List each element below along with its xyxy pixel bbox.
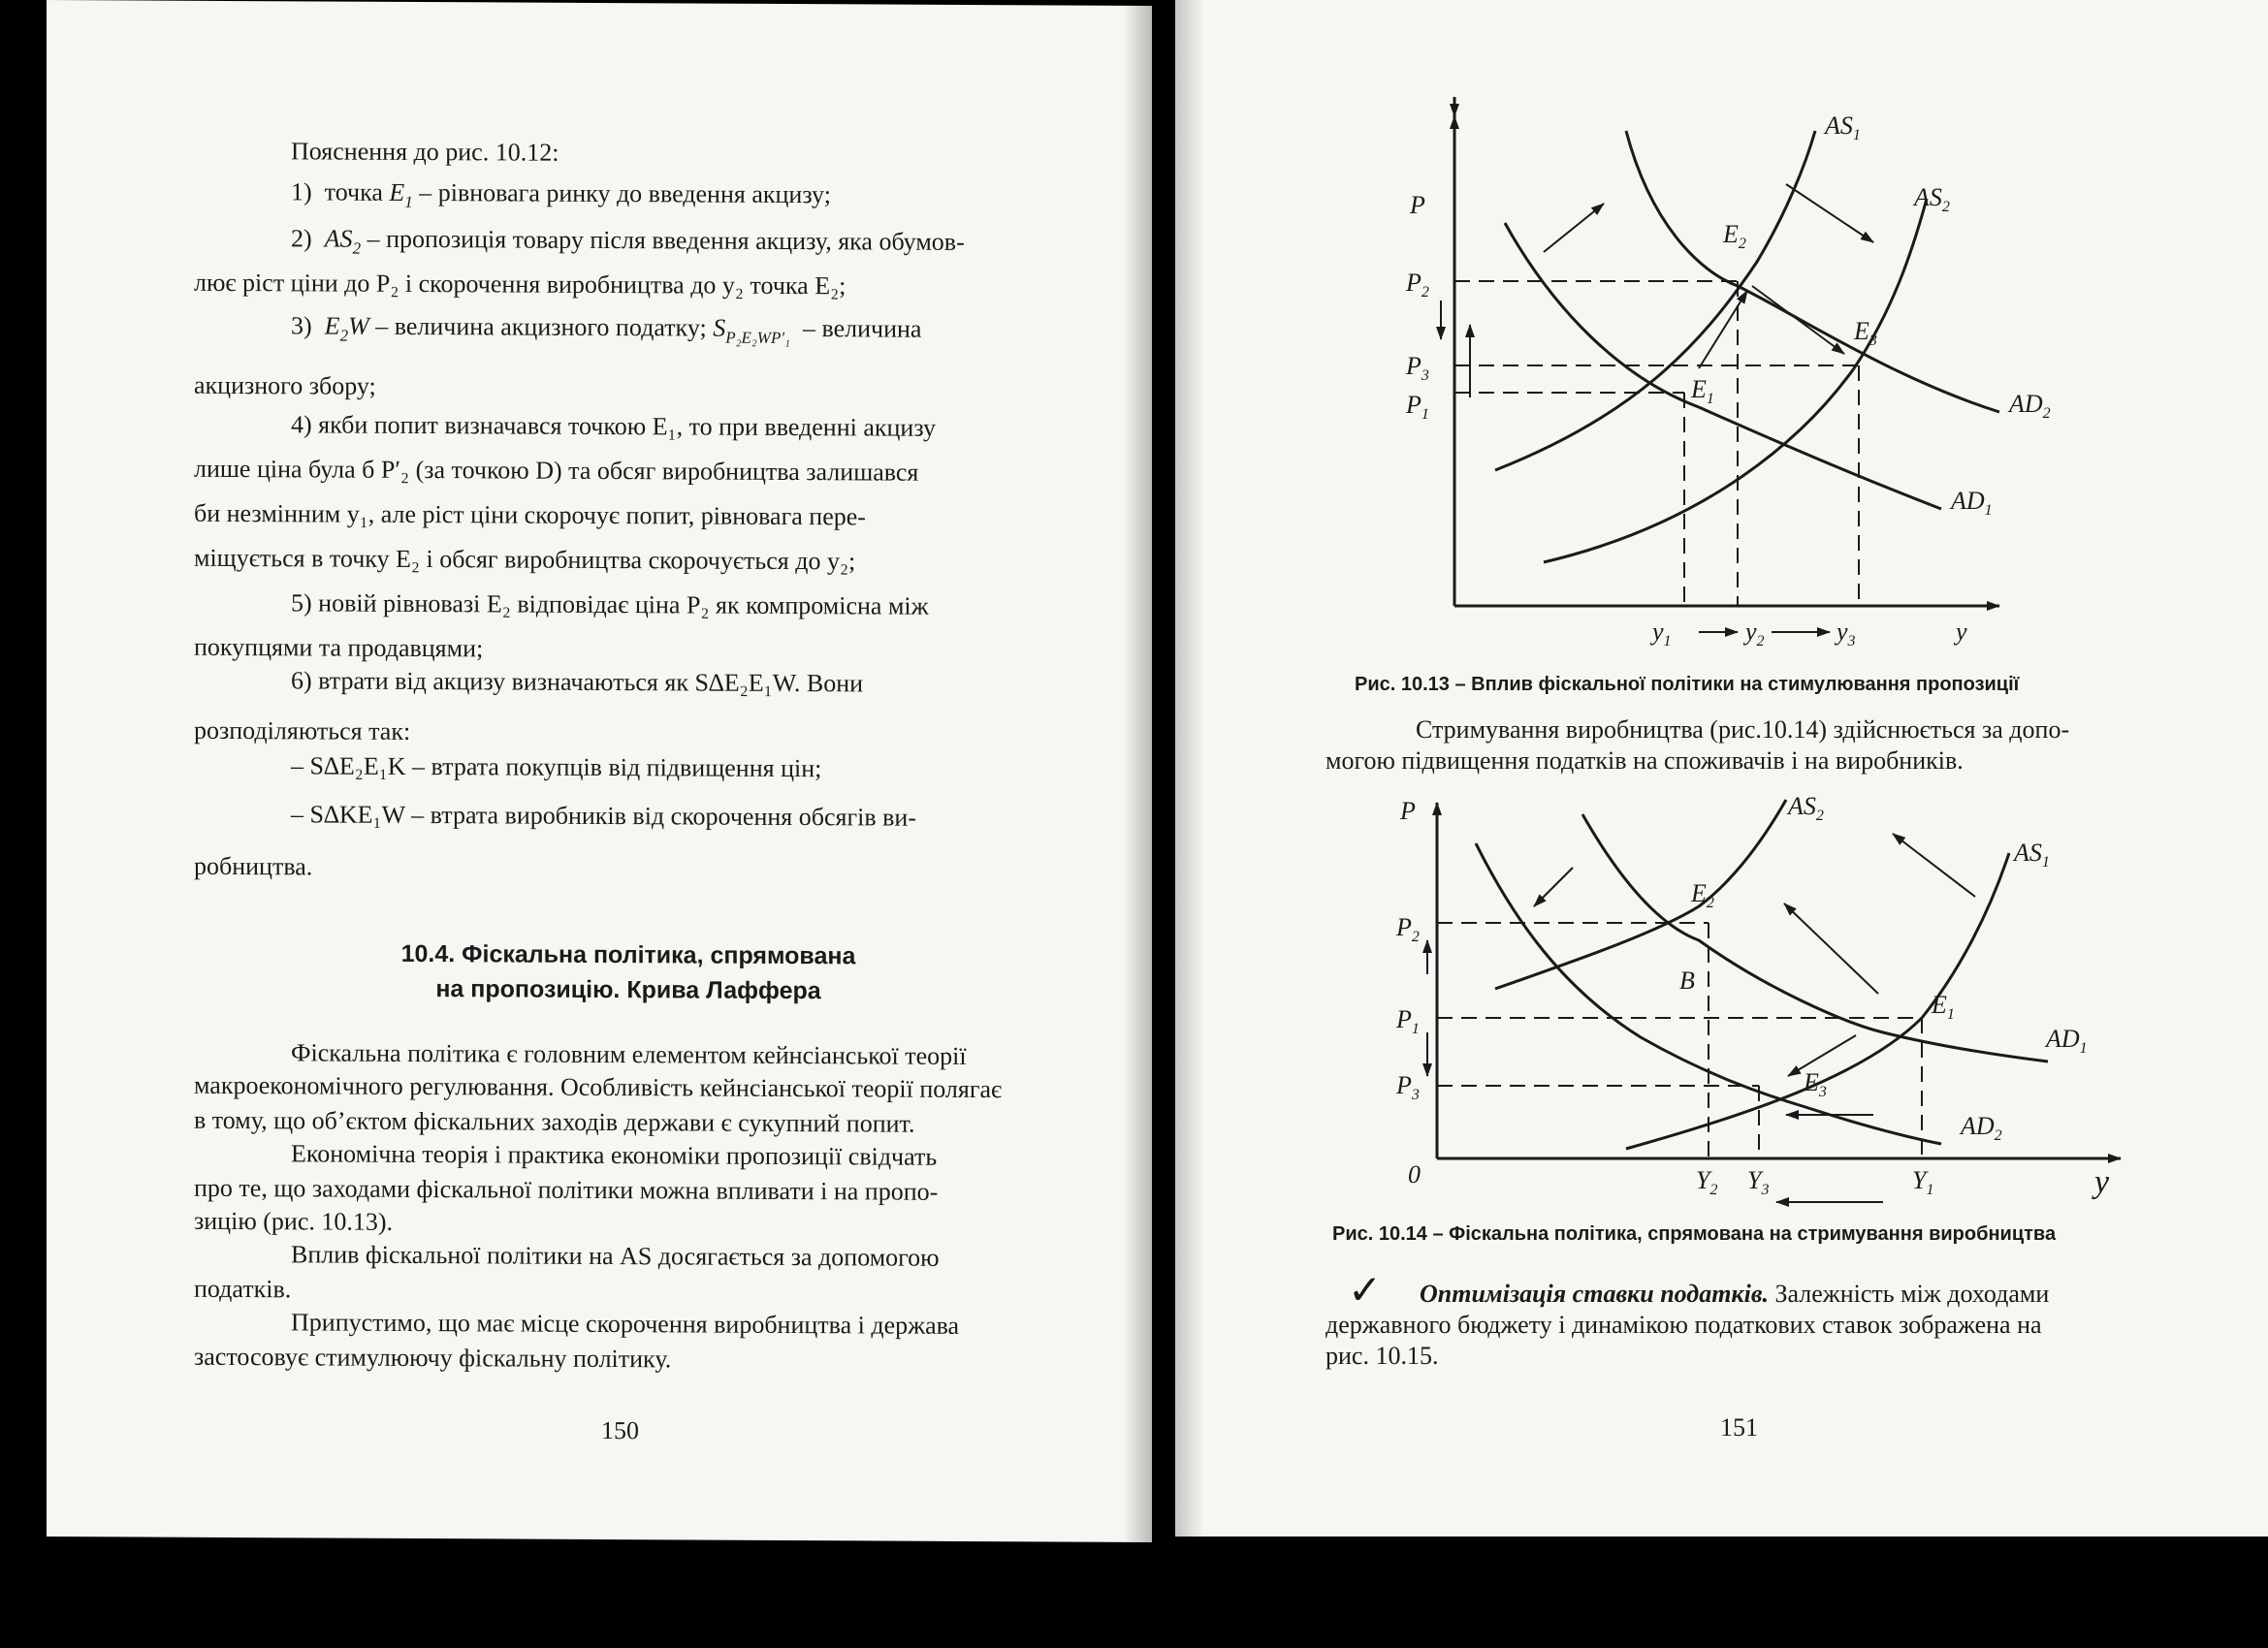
para-2-line-3: зицію (рис. 10.13). — [194, 1206, 394, 1236]
item-5: 5) новій рівновазі E₂ відповідає ціна P₂ як компромісна між — [291, 588, 929, 620]
page-number-left: 150 — [601, 1415, 639, 1445]
item-4-cont-2: би незмінним y₁, але ріст ціни скорочує попит, рівновага пере- — [194, 498, 866, 531]
fig2-as1-curve — [1626, 853, 2009, 1149]
sub-item-producers: – S∆KE₁W – втрата виробників від скорочення обсягів ви- — [291, 800, 916, 832]
fig1-label-p: P — [1410, 191, 1425, 219]
item-2-cont: лює ріст ціни до P₂ і скорочення виробництва до y₂ точка E₂; — [194, 268, 847, 301]
fig2-label-y: y — [2094, 1164, 2110, 1200]
section-heading-line2: на пропозицію. Крива Лаффера — [435, 975, 821, 1005]
fig1-label-p2: $P_2$ — [1406, 269, 1429, 301]
para-3-line-1: Вплив фіскальної політики на AS досягається за допомогою — [291, 1240, 940, 1272]
item-4: 4) якби попит визначався точкою E₁, то при введенні акцизу — [291, 410, 937, 442]
fig1-move-arrow-e2e3 — [1752, 286, 1844, 354]
item-6: 6) втрати від акцизу визначаються як S∆E₂E₁W. Вони — [291, 666, 864, 698]
fig1-shift-arrow-ad — [1786, 184, 1873, 242]
fig1-label-y1: $y_1$ — [1652, 618, 1672, 650]
para-optimization-line-1: Оптимізація ставки податків. Залежність між доходами — [1420, 1280, 2050, 1308]
item-2: 2) $AS_2$ – пропозиція товару після введення акцизу, яка обумов- — [291, 224, 965, 258]
para-optimization-line-2: державного бюджету і динамікою податкових ставок зображена на — [1326, 1311, 2042, 1339]
fig1-label-y: y — [1956, 618, 1967, 646]
figure-10-13 — [1389, 97, 2067, 669]
check-mark-icon: ✓ — [1348, 1266, 1383, 1314]
para-restraint-line-1: Стримування виробництва (рис.10.14) здійснюється за допо- — [1416, 715, 2070, 744]
item-4-cont-3: міщується в точку E₂ і обсяг виробництва скорочується до y₂; — [194, 543, 856, 576]
item-5-cont: покупцями та продавцями; — [194, 632, 484, 663]
item-3-cont: акцизного збору; — [194, 370, 376, 400]
fig2-label-p3: $P_3$ — [1396, 1071, 1420, 1103]
page-number-right: 151 — [1720, 1413, 1758, 1442]
fig2-label-b: B — [1679, 967, 1695, 995]
fig1-label-ad2: $AD_2$ — [2009, 390, 2051, 422]
para-3-line-2: податків. — [194, 1274, 292, 1304]
item-4-cont-1: лише ціна була б P′₂ (за точкою D) та обсяг виробництва залишався — [194, 454, 919, 487]
fig1-label-e2: $E_2$ — [1723, 220, 1746, 252]
fig2-label-p2: $P_2$ — [1396, 913, 1420, 945]
para-2-line-2: про те, що заходами фіскальної політики можна впливати і на пропо- — [194, 1173, 939, 1206]
fig2-label-y2: $Y_2$ — [1696, 1166, 1718, 1198]
fig2-label-e3: $E_3$ — [1804, 1068, 1827, 1100]
para-1-line-3: в тому, що об’єктом фіскальних заходів держави є сукупний попит. — [194, 1105, 915, 1138]
para-1-line-2: макроекономічного регулювання. Особливість кейнсіанської теорії полягає — [194, 1070, 1003, 1104]
fig2-move-arrow-e1e2 — [1784, 903, 1878, 994]
fig1-label-y3: $y_3$ — [1837, 618, 1856, 650]
fig2-ad1-curve — [1582, 814, 2048, 1062]
fig2-label-ad2: $AD_2$ — [1961, 1112, 2002, 1144]
fig2-label-y3: $Y_3$ — [1747, 1166, 1770, 1198]
fig2-shift-arrow-ad — [1534, 868, 1573, 906]
fig1-ad2-curve — [1626, 131, 1999, 412]
sub-item-producers-cont: робництва. — [194, 851, 313, 881]
item-1: 1) точка $E_1$ – рівновага ринку до введення акцизу; — [291, 177, 831, 211]
para-1-line-1: Фіскальна політика є головним елементом кейнсіанської теорії — [291, 1038, 967, 1070]
figure-10-14 — [1340, 785, 2155, 1212]
item-3: 3) $E_2W$ – величина акцизного податку; $S_{P_2E_2WP'_1}$ – величина — [291, 311, 922, 348]
left-page — [47, 0, 1152, 1542]
fig2-shift-arrow-as — [1893, 834, 1975, 897]
fig1-label-as2: $AS_2$ — [1914, 183, 1950, 215]
figure-10-14-caption: Рис. 10.14 – Фіскальна політика, спрямована на стримування виробництва — [1332, 1223, 2057, 1245]
sub-item-buyers: – S∆E₂E₁K – втрата покупців від підвищення цін; — [291, 751, 822, 783]
fig1-label-as1: $AS_1$ — [1825, 111, 1861, 143]
fig1-label-e3: $E_3$ — [1854, 317, 1877, 349]
para-4-line-1: Припустимо, що має місце скорочення виробництва і держава — [291, 1308, 960, 1340]
spine-shadow — [1123, 6, 1152, 1542]
fig2-label-p: P — [1400, 797, 1416, 825]
fig1-label-y2: $y_2$ — [1745, 618, 1765, 650]
fig1-shift-arrow-as — [1544, 204, 1604, 252]
section-heading-line1: 10.4. Фіскальна політика, спрямована — [400, 939, 856, 970]
item-6-cont: розподіляються так: — [194, 715, 411, 745]
fig1-label-ad1: $AD_1$ — [1951, 487, 1993, 519]
fig2-label-zero: 0 — [1408, 1160, 1421, 1188]
fig2-label-e2: $E_2$ — [1691, 879, 1714, 911]
spine-shadow-right — [1175, 0, 1204, 1537]
para-2-line-1: Економічна теорія і практика економіки пропозиції свідчать — [291, 1139, 938, 1171]
fig2-label-e1: $E_1$ — [1932, 991, 1955, 1023]
fig2-as2-curve — [1495, 800, 1786, 989]
fig2-label-p1: $P_1$ — [1396, 1005, 1420, 1037]
fig2-label-as1: $AS_1$ — [2014, 839, 2050, 871]
para-optimization-line-3: рис. 10.15. — [1326, 1342, 1439, 1370]
fig2-label-y1: $Y_1$ — [1912, 1166, 1934, 1198]
fig1-as2-curve — [1544, 199, 1927, 562]
para-4-line-2: застосовує стимулюючу фіскальну політику. — [194, 1342, 672, 1374]
right-page — [1175, 0, 2268, 1537]
fig1-label-p3: $P_3$ — [1406, 352, 1429, 384]
figure-10-13-caption: Рис. 10.13 – Вплив фіскальної політики на стимулювання пропозиції — [1355, 674, 2020, 695]
fig2-label-ad1: $AD_1$ — [2046, 1025, 2088, 1057]
para-restraint-line-2: могою підвищення податків на споживачів і на виробників. — [1326, 746, 1964, 775]
fig2-label-as2: $AS_2$ — [1788, 792, 1824, 824]
intro-line: Пояснення до рис. 10.12: — [291, 137, 559, 167]
fig1-label-e1: $E_1$ — [1691, 375, 1714, 407]
fig1-label-p1: $P_1$ — [1406, 391, 1429, 423]
